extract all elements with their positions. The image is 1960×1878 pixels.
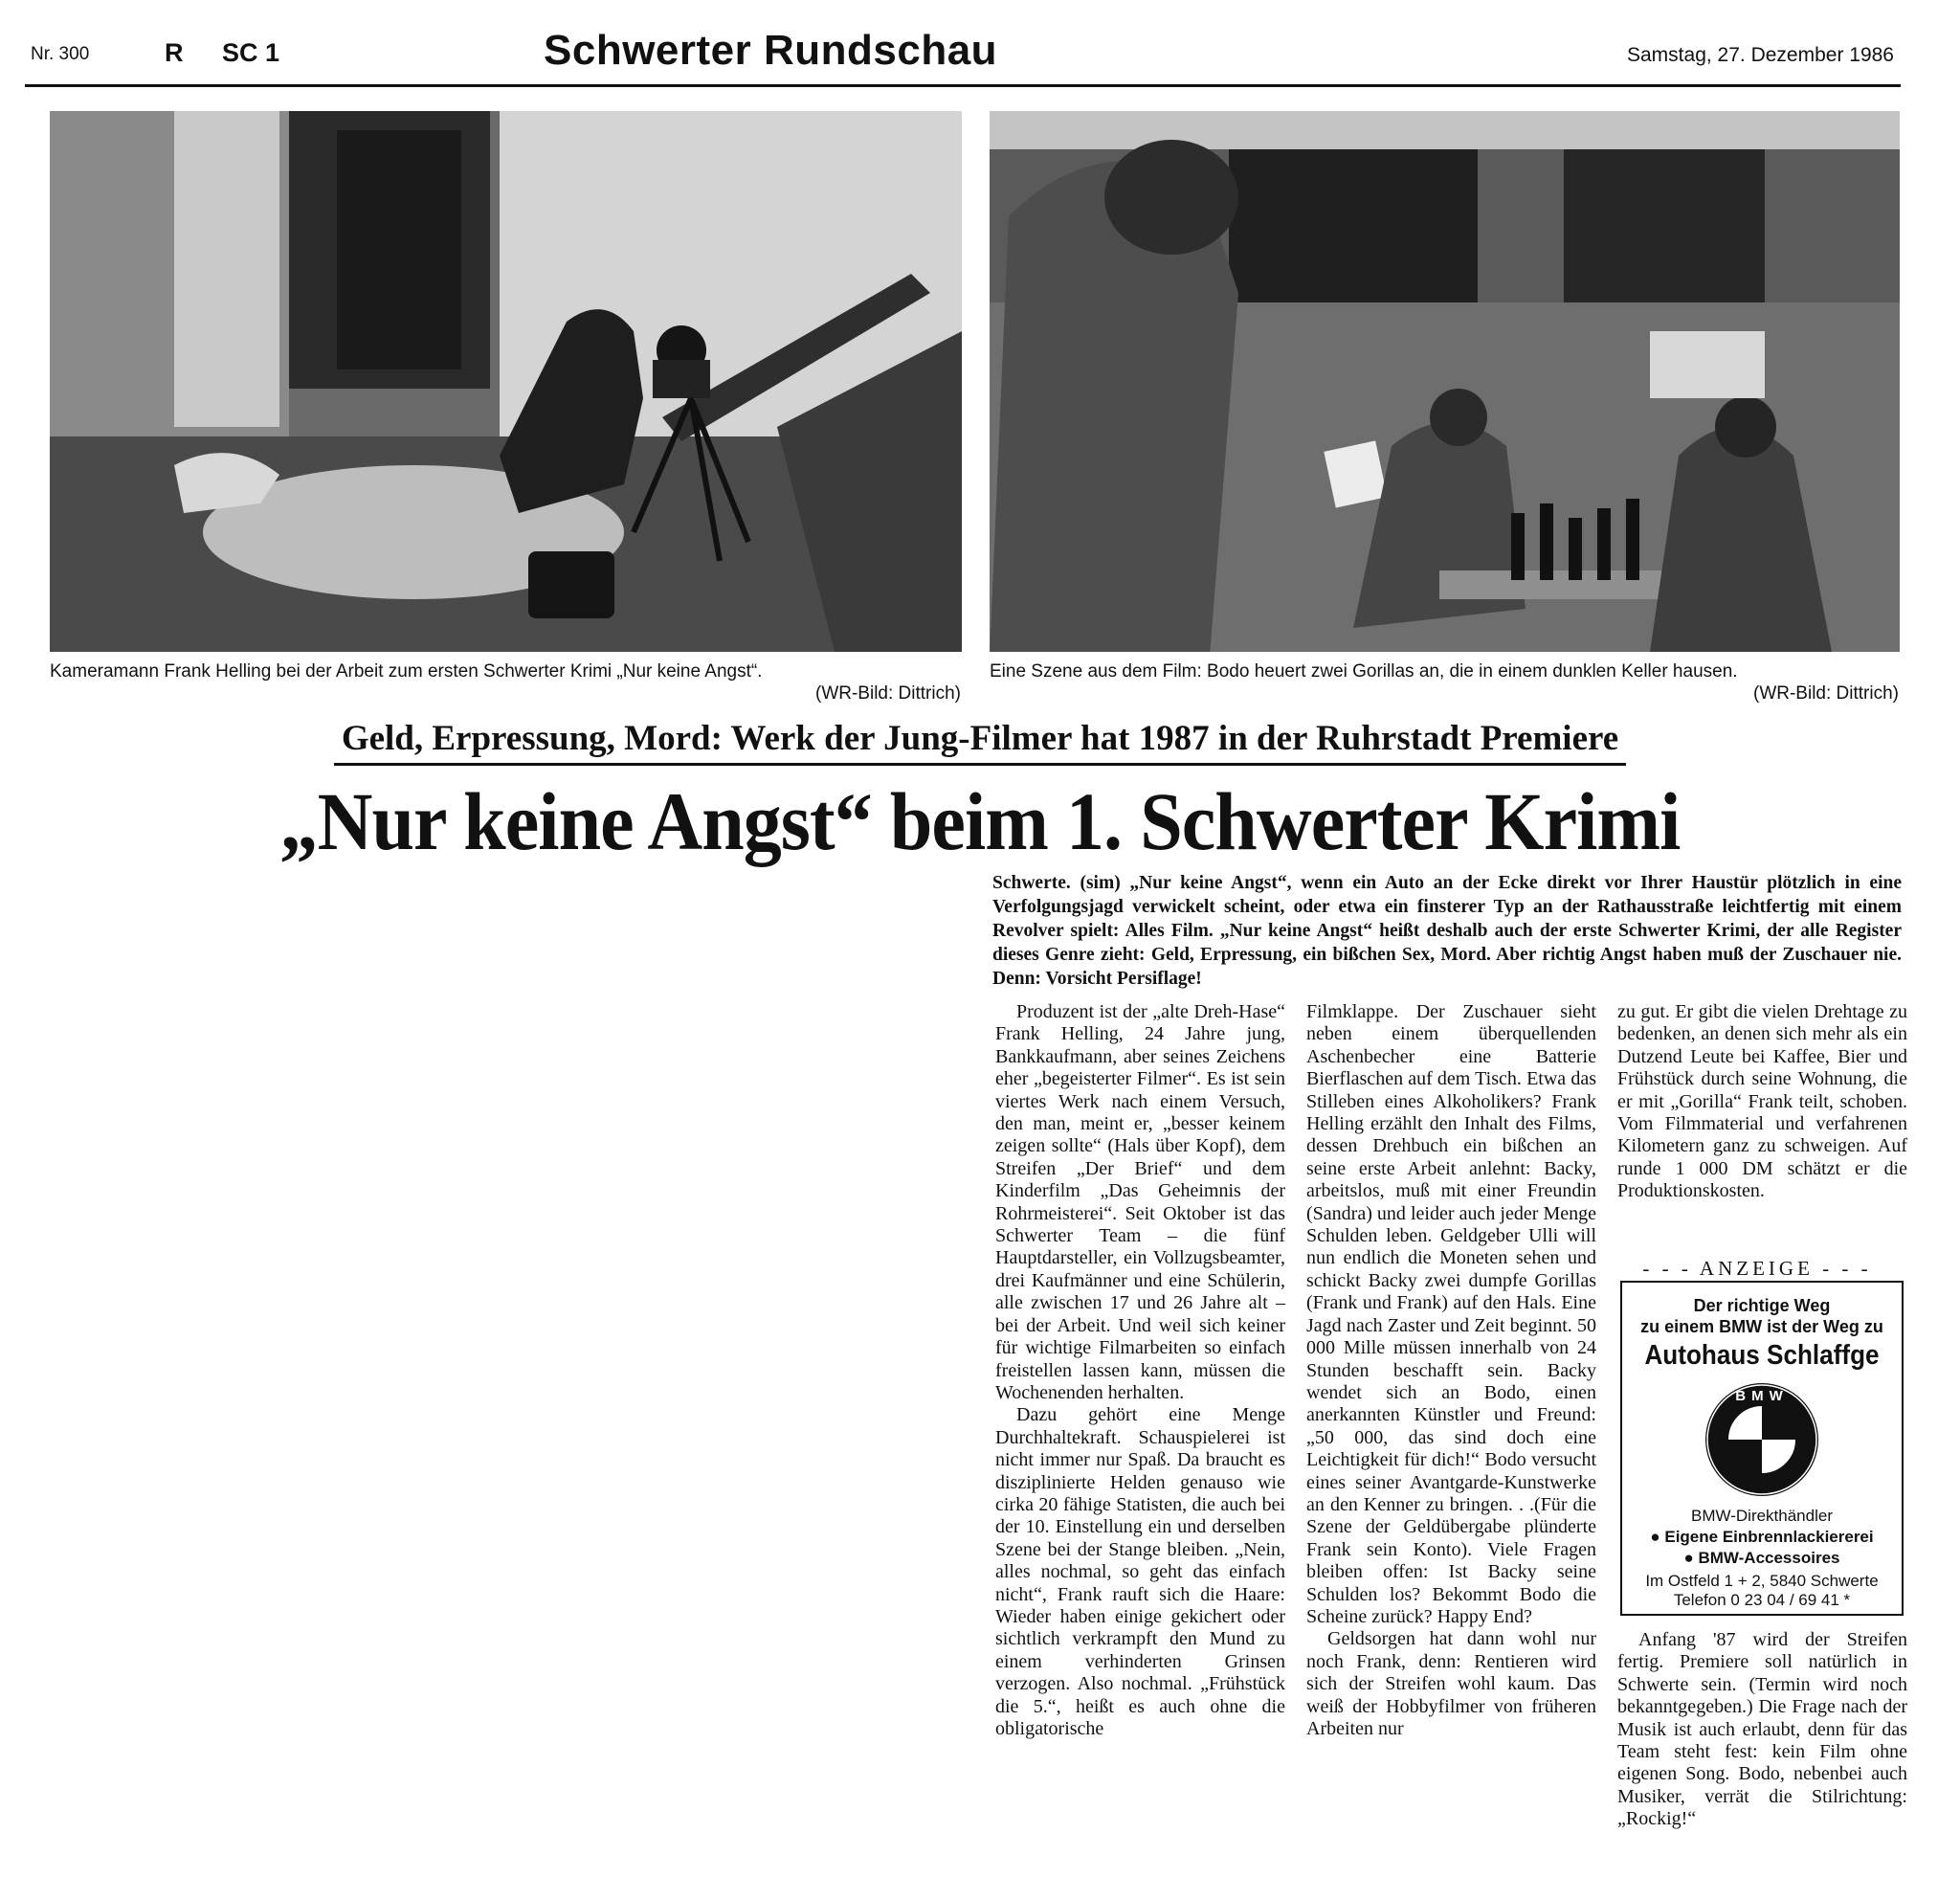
ad-phone: Telefon 0 23 04 / 69 41 * [1673,1591,1851,1609]
photo-caption: Kameramann Frank Helling bei der Arbeit zum ersten Schwerter Krimi „Nur keine Angst“. [50,661,763,682]
photo-cellar-scene [990,111,1900,652]
article-kicker [0,718,1960,766]
article-column-3 [1617,1001,1907,1203]
kicker-text: Geld, Erpressung, Mord: Werk der Jung-Filmer hat 1987 in der Ruhrstadt Premiere [334,718,1626,766]
photo-caption: Eine Szene aus dem Film: Bodo heuert zwei Gorillas an, die in einem dunklen Keller hausen. [990,661,1738,682]
issue-number: Nr. 300 [31,44,90,64]
photo-cameraman [50,111,962,652]
paragraph: zu gut. Er gibt die vielen Drehtage zu bedenken, an denen sich mehr als ein Dutzend Leute bei Kaffee, Bier und Frühstück durch seine Wohnung, die er mit „Gorilla“ Frank teilt, schoben. Vom Filmmaterial und verfahrenen Kilometern ganz zu schweigen. Auf runde 1 000 DM schätzt er die Produktionskosten. [1617,1001,1907,1202]
ad-feature: ● BMW-Accessoires [1683,1549,1840,1567]
bmw-logo-text: BMW [1735,1388,1789,1404]
paragraph: Produzent ist der „alte Dreh-Hase“ Frank Helling, 24 Jahre jung, Bankkaufmann, aber seines Zeichens eher „begeisterter Filmer“. Es ist sein viertes Werk nach einem Versuch, den man, meint er, „besser keinem zeigen sollte“ (Hals über Kopf), dem Streifen „Der Brief“ und dem Kinderfilm „Das Geheimnis der Rohrmeisterei“. Seit Oktober ist das Schwerter Team – die fünf Hauptdarsteller, ein Vollzugsbeamter, drei Kaufmänner und eine Schülerin, alle zwischen 17 und 26 Jahre alt – bei der Arbeit. Und weil sich keiner für wichtige Filmarbeiten so einfach freistellen lassen kann, müssen die Wochenenden herhalten. [995,1001,1285,1403]
section-code: SC 1 [222,38,280,67]
issue-date: Samstag, 27. Dezember 1986 [1627,44,1894,66]
ad-dealer-name: Autohaus Schlaffge [1644,1340,1880,1371]
advertisement-box [1620,1281,1904,1616]
ad-address: Im Ostfeld 1 + 2, 5840 Schwerte [1645,1572,1879,1590]
ad-line: Der richtige Weg [1693,1296,1831,1315]
article-column-1 [995,1001,1285,1740]
paragraph: Dazu gehört eine Menge Durchhaltekraft. Schauspielerei ist nicht immer nur Spaß. Da braucht es disziplinierte Helden genauso wie cirka 20 fähige Statisten, die auch bei der 10. Einstellung ein und derselben Szene bei der Stange bleiben. „Nein, alles nochmal, so geht das einfach nicht“, Frank rauft sich die Haare: Wieder haben einige gekichert oder sichtlich verkrampft den Mund zu einem verhinderten Grinsen verzogen. Also nochmal. „Frühstück die 5.“, heißt es auch ohne die obligatorische [995,1404,1285,1739]
paragraph: Filmklappe. Der Zuschauer sieht neben einem überquellenden Aschenbecher eine Batterie Bierflaschen auf dem Tisch. Etwa das Stilleben eines Alkoholikers? Frank Helling erzählt den Inhalt des Films, dessen Drehbuch ein bißchen an seine erste Arbeit anlehnt: Backy, arbeitslos, muß mit einer Freundin (Sandra) und leider auch jeder Menge Schulden leben. Geldgeber Ulli will nun endlich die Moneten sehen und schickt Backy zwei dumpfe Gorillas (Frank und Frank) auf den Hals. Eine Jagd nach Zaster und Zeit beginnt. 50 000 Mille müssen innerhalb von 24 Stunden beschafft sein. Backy wendet sich an Bodo, einen anerkannten Künstler und Freund: „50 000, das sind doch eine Leichtigkeit für dich!“ Bodo versucht eines seiner Avantgarde-Kunstwerke an den Kenner zu bringen. . .(Für die Szene der Geldübergabe plünderte Frank sein Konto). Viele Fragen bleiben offen: Ist Backy seine Schulden los? Bekommt Bodo die Scheine zurück? Happy End? [1306,1001,1596,1627]
ad-dealer-type: BMW-Direkthändler [1690,1507,1833,1525]
ad-feature: ● Eigene Einbrennlackiererei [1650,1528,1874,1546]
article-column-2 [1306,1001,1596,1740]
article-lead: Schwerte. (sim) „Nur keine Angst“, wenn ein Auto an der Ecke direkt vor Ihrer Haustür plötzlich in eine Verfolgungsjagd verwickelt scheint, oder etwa ein finsterer Typ an der Rathausstraße leichtfertig mit einem Revolver spielt: Alles Film. „Nur keine Angst“ heißt deshalb auch der erste Schwerter Krimi, der alle Register dieses Genre zieht: Geld, Erpressung, ein bißchen Sex, Mord. Aber richtig Angst haben muß der Zuschauer nie. Denn: Vorsicht Persiflage! [992,873,1902,989]
ad-label: - - - ANZEIGE - - - [1642,1257,1872,1280]
paragraph: Geldsorgen hat dann wohl nur noch Frank, denn: Rentieren wird sich der Streifen wohl kaum. Das weiß der Hobbyfilmer von früheren Arbeiten nur [1306,1628,1596,1739]
article-column-3-continued [1617,1629,1907,1831]
photo-credit: (WR-Bild: Dittrich) [815,683,961,704]
paragraph: Anfang '87 wird der Streifen fertig. Premiere soll natürlich in Schwerte sein. (Termin wird noch bekanntgegeben.) Die Frage nach der Musik ist auch erlaubt, denn für das Team steht fest: kein Film ohne eigenen Song. Bodo, nebenbei auch Musiker, verrät die Stilrichtung: „Rockig!“ [1617,1629,1907,1830]
ad-line: zu einem BMW ist der Weg zu [1640,1317,1883,1336]
newspaper-title: Schwerter Rundschau [544,27,998,74]
article-headline: „Nur keine Angst“ beim 1. Schwerter Krimi [279,775,1681,867]
header-rule [25,84,1901,87]
bmw-logo-icon [1704,1381,1820,1498]
edition-code: R [165,38,184,67]
photo-credit: (WR-Bild: Dittrich) [1753,683,1899,704]
